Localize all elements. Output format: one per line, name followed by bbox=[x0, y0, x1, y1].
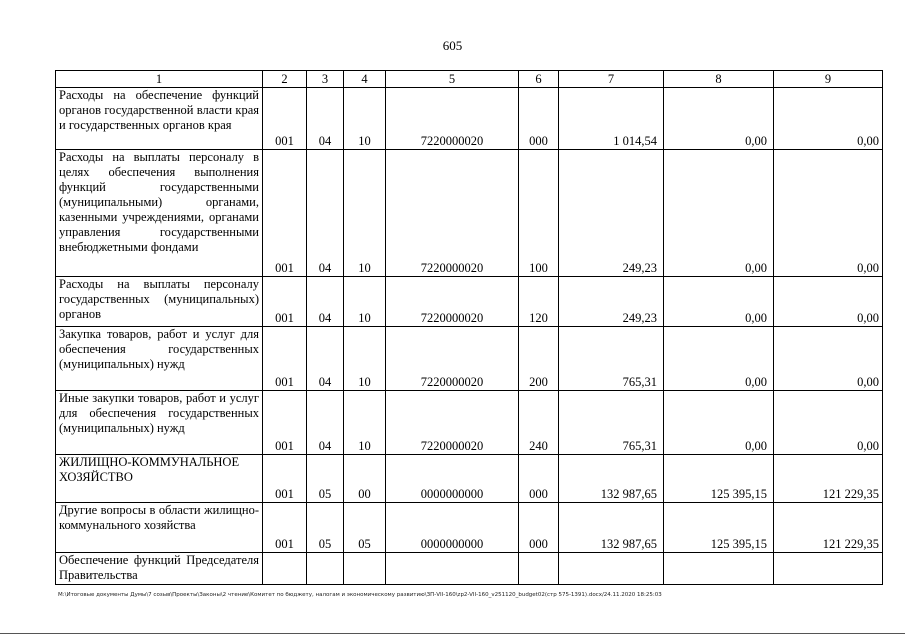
cell-c5: 0000000000 bbox=[386, 455, 519, 503]
column-header: 7 bbox=[559, 71, 664, 88]
cell-c5: 7220000020 bbox=[386, 391, 519, 455]
cell-c2 bbox=[263, 553, 307, 585]
cell-c6: 120 bbox=[519, 277, 559, 327]
cell-c3: 04 bbox=[307, 150, 344, 277]
cell-c7: 132 987,65 bbox=[559, 455, 664, 503]
cell-c9: 0,00 bbox=[774, 391, 883, 455]
cell-c5: 0000000000 bbox=[386, 503, 519, 553]
cell-c4: 10 bbox=[344, 277, 386, 327]
cell-c4: 10 bbox=[344, 150, 386, 277]
table-row bbox=[56, 88, 883, 150]
cell-c9: 0,00 bbox=[774, 327, 883, 391]
row-name: Другие вопросы в области жилищно-коммунального хозяйства bbox=[56, 503, 263, 553]
row-name: Закупка товаров, работ и услуг для обеспечения государственных (муниципальных) нужд bbox=[56, 327, 263, 391]
cell-c3: 04 bbox=[307, 88, 344, 150]
table-row bbox=[56, 455, 883, 503]
table-row bbox=[56, 553, 883, 585]
column-header: 8 bbox=[664, 71, 774, 88]
cell-c3: 05 bbox=[307, 455, 344, 503]
cell-c4 bbox=[344, 553, 386, 585]
column-header: 1 bbox=[56, 71, 263, 88]
cell-c7 bbox=[559, 553, 664, 585]
table-row bbox=[56, 277, 883, 327]
cell-c5 bbox=[386, 553, 519, 585]
cell-c2: 001 bbox=[263, 503, 307, 553]
page-number: 605 bbox=[442, 38, 463, 53]
cell-c6: 240 bbox=[519, 391, 559, 455]
cell-c9: 0,00 bbox=[774, 150, 883, 277]
table-row bbox=[56, 391, 883, 455]
cell-c2: 001 bbox=[263, 150, 307, 277]
column-header: 3 bbox=[307, 71, 344, 88]
cell-c3: 04 bbox=[307, 327, 344, 391]
cell-c7: 249,23 bbox=[559, 150, 664, 277]
cell-c2: 001 bbox=[263, 391, 307, 455]
cell-c7: 765,31 bbox=[559, 391, 664, 455]
cell-c6: 000 bbox=[519, 455, 559, 503]
table-row bbox=[56, 327, 883, 391]
file-path-footer: M:\Итоговые документы Думы\7 созыв\Проекты\Законы\2 чтение\Комитет по бюджету, налогам и экономическому развитию\ЗП-VII-160\zp2-VII-160_v251120_budget02(стр 575-1391).docx/24.11.2020 18:25:03 bbox=[58, 592, 662, 598]
cell-c3: 05 bbox=[307, 503, 344, 553]
cell-c4: 10 bbox=[344, 327, 386, 391]
cell-c8 bbox=[664, 553, 774, 585]
cell-c4: 05 bbox=[344, 503, 386, 553]
cell-c2: 001 bbox=[263, 327, 307, 391]
cell-c5: 7220000020 bbox=[386, 277, 519, 327]
cell-c4: 10 bbox=[344, 88, 386, 150]
cell-c6: 200 bbox=[519, 327, 559, 391]
cell-c9: 121 229,35 bbox=[774, 455, 883, 503]
cell-c8: 0,00 bbox=[664, 277, 774, 327]
cell-c8: 125 395,15 bbox=[664, 455, 774, 503]
cell-c6: 000 bbox=[519, 88, 559, 150]
cell-c5: 7220000020 bbox=[386, 327, 519, 391]
cell-c9: 0,00 bbox=[774, 88, 883, 150]
cell-c3: 04 bbox=[307, 391, 344, 455]
column-header: 2 bbox=[263, 71, 307, 88]
cell-c3 bbox=[307, 553, 344, 585]
cell-c9: 121 229,35 bbox=[774, 503, 883, 553]
row-name: ЖИЛИЩНО-КОММУНАЛЬНОЕ ХОЗЯЙСТВО bbox=[56, 455, 263, 503]
row-name: Обеспечение функций Председателя Правительства bbox=[56, 553, 263, 585]
column-header: 6 bbox=[519, 71, 559, 88]
cell-c4: 00 bbox=[344, 455, 386, 503]
cell-c6: 100 bbox=[519, 150, 559, 277]
column-header: 9 bbox=[774, 71, 883, 88]
cell-c9: 0,00 bbox=[774, 277, 883, 327]
cell-c4: 10 bbox=[344, 391, 386, 455]
budget-table bbox=[55, 70, 883, 585]
cell-c2: 001 bbox=[263, 455, 307, 503]
column-header: 5 bbox=[386, 71, 519, 88]
cell-c9 bbox=[774, 553, 883, 585]
row-name: Расходы на обеспечение функций органов государственной власти края и государственных органов края bbox=[56, 88, 263, 150]
row-name: Расходы на выплаты персоналу государственных (муниципальных) органов bbox=[56, 277, 263, 327]
cell-c8: 0,00 bbox=[664, 327, 774, 391]
row-name: Иные закупки товаров, работ и услуг для обеспечения государственных (муниципальных) нужд bbox=[56, 391, 263, 455]
cell-c6 bbox=[519, 553, 559, 585]
cell-c8: 0,00 bbox=[664, 150, 774, 277]
cell-c3: 04 bbox=[307, 277, 344, 327]
page-bottom-rule bbox=[0, 633, 905, 634]
cell-c8: 0,00 bbox=[664, 88, 774, 150]
cell-c8: 125 395,15 bbox=[664, 503, 774, 553]
table-row bbox=[56, 150, 883, 277]
cell-c5: 7220000020 bbox=[386, 88, 519, 150]
cell-c7: 765,31 bbox=[559, 327, 664, 391]
table-header-row bbox=[56, 71, 883, 88]
column-header: 4 bbox=[344, 71, 386, 88]
row-name: Расходы на выплаты персоналу в целях обеспечения выполнения функций государственными (муниципальными) органами, казенными учреждениями, органами управления государственными внебюджетными фондами bbox=[56, 150, 263, 277]
table-row bbox=[56, 503, 883, 553]
cell-c7: 132 987,65 bbox=[559, 503, 664, 553]
cell-c7: 249,23 bbox=[559, 277, 664, 327]
cell-c6: 000 bbox=[519, 503, 559, 553]
cell-c5: 7220000020 bbox=[386, 150, 519, 277]
cell-c2: 001 bbox=[263, 88, 307, 150]
cell-c8: 0,00 bbox=[664, 391, 774, 455]
cell-c7: 1 014,54 bbox=[559, 88, 664, 150]
cell-c2: 001 bbox=[263, 277, 307, 327]
